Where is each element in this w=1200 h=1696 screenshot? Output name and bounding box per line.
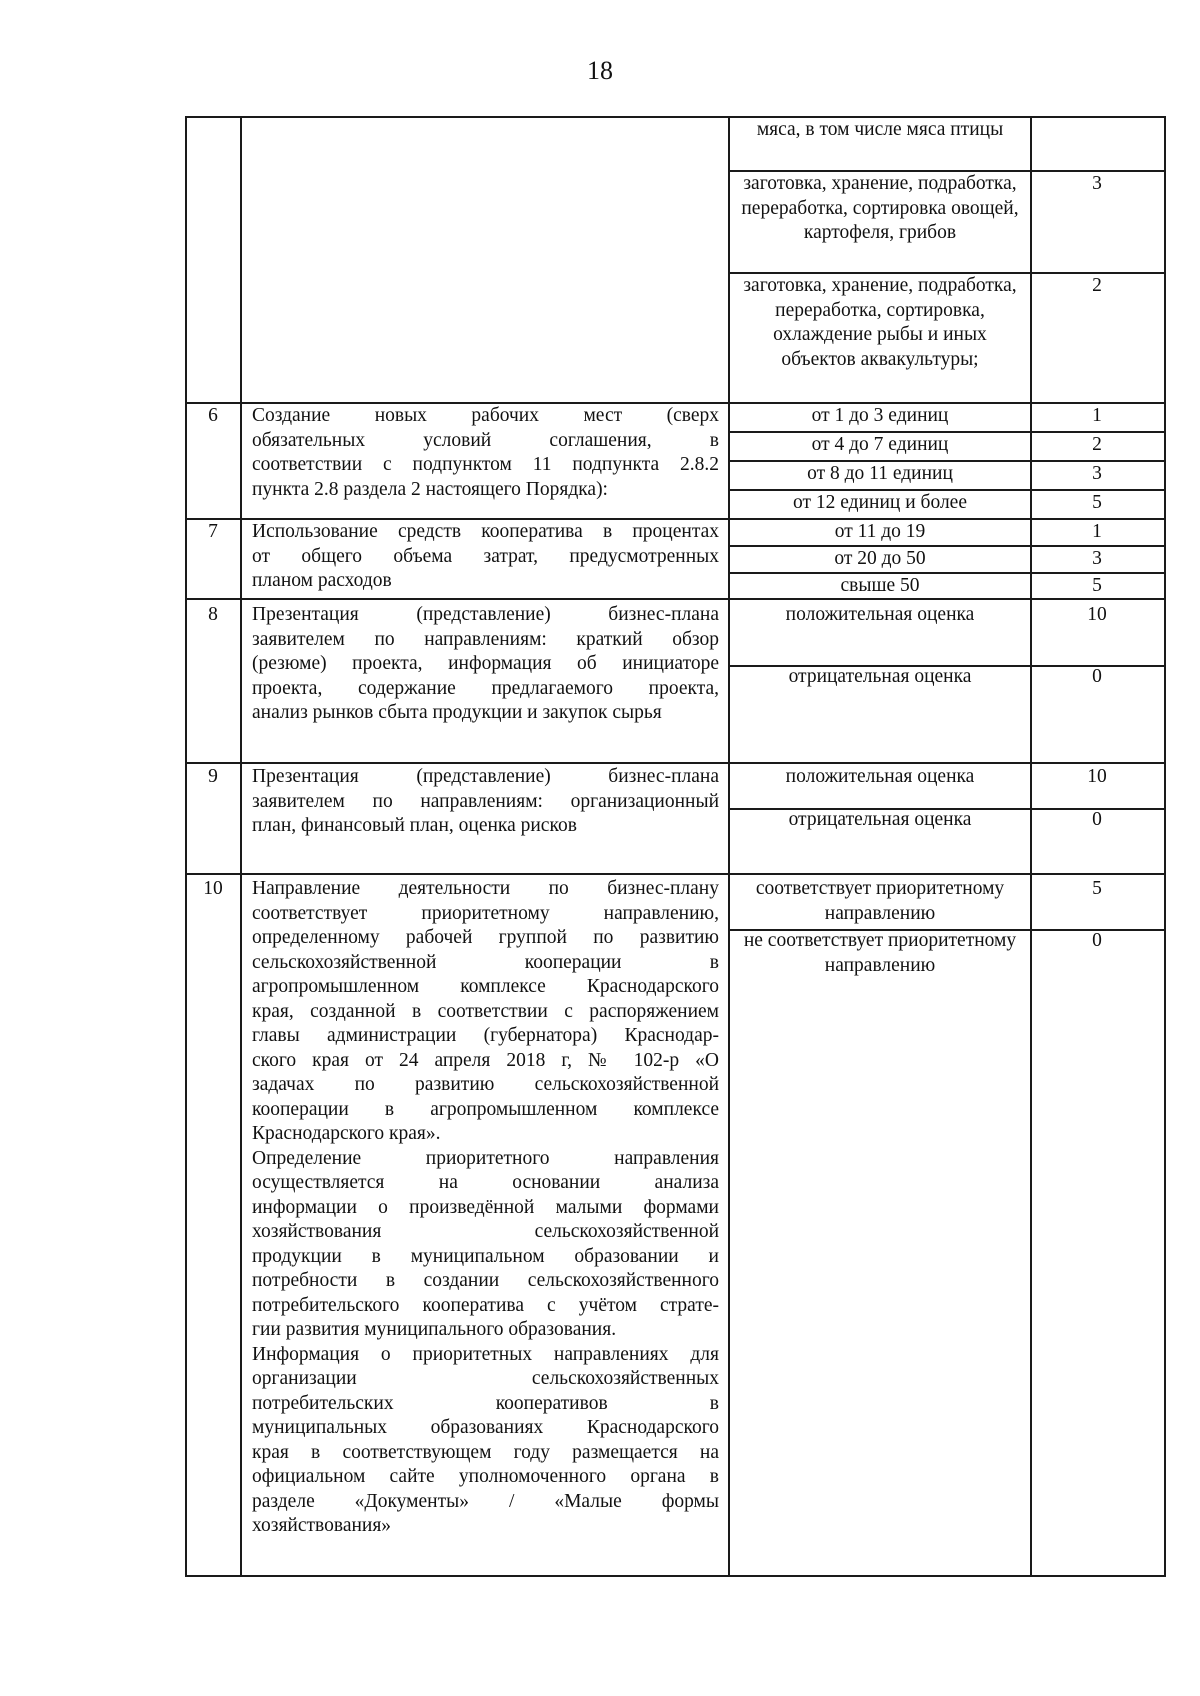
criterion-cell: от 8 до 11 единиц <box>807 463 953 484</box>
description-line: края в соответствующем году размещается на <box>252 1441 719 1463</box>
description-line: организации сельскохозяйственных <box>252 1368 719 1389</box>
row-number: 10 <box>203 878 223 899</box>
criterion-cell: отрицательная оценка <box>788 809 972 830</box>
criterion-cell: не соответствует приоритетному направлению <box>743 930 1017 976</box>
table-border-left <box>185 116 187 1576</box>
row-number: 7 <box>208 521 218 542</box>
description-line: края, созданной в соответствии с распоряжением <box>252 1000 719 1022</box>
column-divider <box>240 116 242 1576</box>
row-description <box>252 603 719 726</box>
criterion-cell: заготовка, хранение, подработка, переработка, сортировка, охлаждение рыбы и иных объектов аквакультуры; <box>743 275 1017 370</box>
description-line: потребительских кооперативов в <box>252 1392 719 1414</box>
points-cell: 3 <box>1092 548 1102 569</box>
description-line: обязательных условий соглашения, в <box>252 429 719 451</box>
criterion-cell: соответствует приоритетному направлению <box>755 878 1005 924</box>
description-line: потребности в создании сельскохозяйственного <box>252 1270 719 1291</box>
description-line: Краснодарского края». <box>252 1123 441 1144</box>
description-line: (резюме) проекта, информация об инициаторе <box>252 653 719 674</box>
description-line: пункта 2.8 раздела 2 настоящего Порядка): <box>252 478 608 500</box>
description-line: официальном сайте уполномоченного органа в <box>252 1466 719 1487</box>
criterion-cell: от 4 до 7 единиц <box>811 434 949 455</box>
description-line: ского края от 24 апреля 2018 г, № 102-р «О <box>252 1049 719 1071</box>
column-divider <box>1030 116 1032 1576</box>
points-cell: 1 <box>1092 521 1102 542</box>
description-line: Направление деятельности по бизнес-плану <box>252 878 719 899</box>
points-cell: 3 <box>1092 463 1102 484</box>
criterion-cell: от 1 до 3 единиц <box>811 405 949 426</box>
criterion-cell: заготовка, хранение, подработка, переработка, сортировка овощей, картофеля, грибов <box>741 173 1019 243</box>
table-border-right <box>1164 116 1166 1576</box>
points-cell: 0 <box>1092 666 1102 687</box>
criterion-cell: свыше 50 <box>840 575 920 596</box>
criterion-cell: от 20 до 50 <box>834 548 926 569</box>
criterion-cell: отрицательная оценка <box>788 666 972 687</box>
description-line: главы администрации (губернатора) Краснодар- <box>252 1025 719 1046</box>
points-cell: 5 <box>1092 878 1102 899</box>
criterion-cell: положительная оценка <box>785 766 975 787</box>
description-line: соответствует приоритетному направлению, <box>252 902 719 924</box>
points-cell: 0 <box>1092 930 1102 951</box>
page-number: 18 <box>587 56 613 85</box>
description-line: заявителем по направлениям: краткий обзор <box>252 628 719 650</box>
description-line: заявителем по направлениям: организационный <box>252 790 719 812</box>
points-cell: 1 <box>1092 405 1102 426</box>
description-line: разделе «Документы» / «Малые формы <box>252 1490 719 1512</box>
table-border-bottom <box>185 1575 1166 1577</box>
description-line: планом расходов <box>252 570 392 591</box>
column-divider <box>728 116 730 1576</box>
description-line: потребительского кооператива с учётом страте- <box>252 1294 719 1316</box>
description-line: хозяйствования» <box>252 1515 392 1536</box>
description-line: Определение приоритетного направления <box>252 1147 719 1169</box>
points-cell: 10 <box>1087 766 1107 787</box>
description-line: продукции в муниципальном образовании и <box>252 1245 719 1267</box>
points-cell: 0 <box>1092 809 1102 830</box>
row-number: 6 <box>208 405 218 426</box>
description-line: проекта, содержание предлагаемого проекта, <box>252 677 719 699</box>
description-line: Информация о приоритетных направлениях для <box>252 1343 719 1365</box>
description-line: от общего объема затрат, предусмотренных <box>252 545 719 567</box>
description-line: Презентация (представление) бизнес-плана <box>252 604 719 625</box>
description-line: гии развития муниципального образования. <box>252 1319 617 1340</box>
description-line: сельскохозяйственной кооперации в <box>252 951 719 973</box>
description-line: задачах по развитию сельскохозяйственной <box>252 1074 719 1095</box>
description-line: хозяйствования сельскохозяйственной <box>252 1221 719 1242</box>
description-line: муниципальных образованиях Краснодарского <box>252 1417 719 1438</box>
row-description <box>252 520 719 594</box>
description-line: соответствии с подпунктом 11 подпункта 2.8.2 <box>252 454 719 475</box>
row-description <box>252 877 719 1539</box>
description-line: Создание новых рабочих мест (сверх <box>252 405 719 426</box>
description-line: Презентация (представление) бизнес-плана <box>252 766 719 787</box>
points-cell: 10 <box>1087 604 1107 625</box>
criterion-cell: мяса, в том числе мяса птицы <box>756 119 1004 140</box>
points-cell: 2 <box>1092 434 1102 455</box>
row-description <box>252 404 719 502</box>
criterion-cell: от 11 до 19 <box>834 521 926 542</box>
description-line: осуществляется на основании анализа <box>252 1172 719 1193</box>
row-divider <box>185 873 1166 875</box>
description-line: анализ рынков сбыта продукции и закупок сырья <box>252 702 662 723</box>
points-cell: 5 <box>1092 575 1102 596</box>
row-number: 8 <box>208 604 218 625</box>
description-line: информации о произведённой малыми формами <box>252 1196 719 1218</box>
description-line: кооперации в агропромышленном комплексе <box>252 1098 719 1120</box>
points-cell: 2 <box>1092 275 1102 296</box>
criterion-cell: положительная оценка <box>785 604 975 625</box>
criterion-cell: от 12 единиц и более <box>793 492 967 513</box>
description-line: агропромышленном комплексе Краснодарского <box>252 976 719 997</box>
points-cell: 3 <box>1092 173 1102 194</box>
row-number: 9 <box>208 766 218 787</box>
description-line: Использование средств кооператива в процентах <box>252 521 719 542</box>
row-divider <box>185 762 1166 764</box>
description-line: определенному рабочей группой по развитию <box>252 927 719 948</box>
row-description <box>252 765 719 839</box>
points-cell: 5 <box>1092 492 1102 513</box>
description-line: план, финансовый план, оценка рисков <box>252 815 577 836</box>
